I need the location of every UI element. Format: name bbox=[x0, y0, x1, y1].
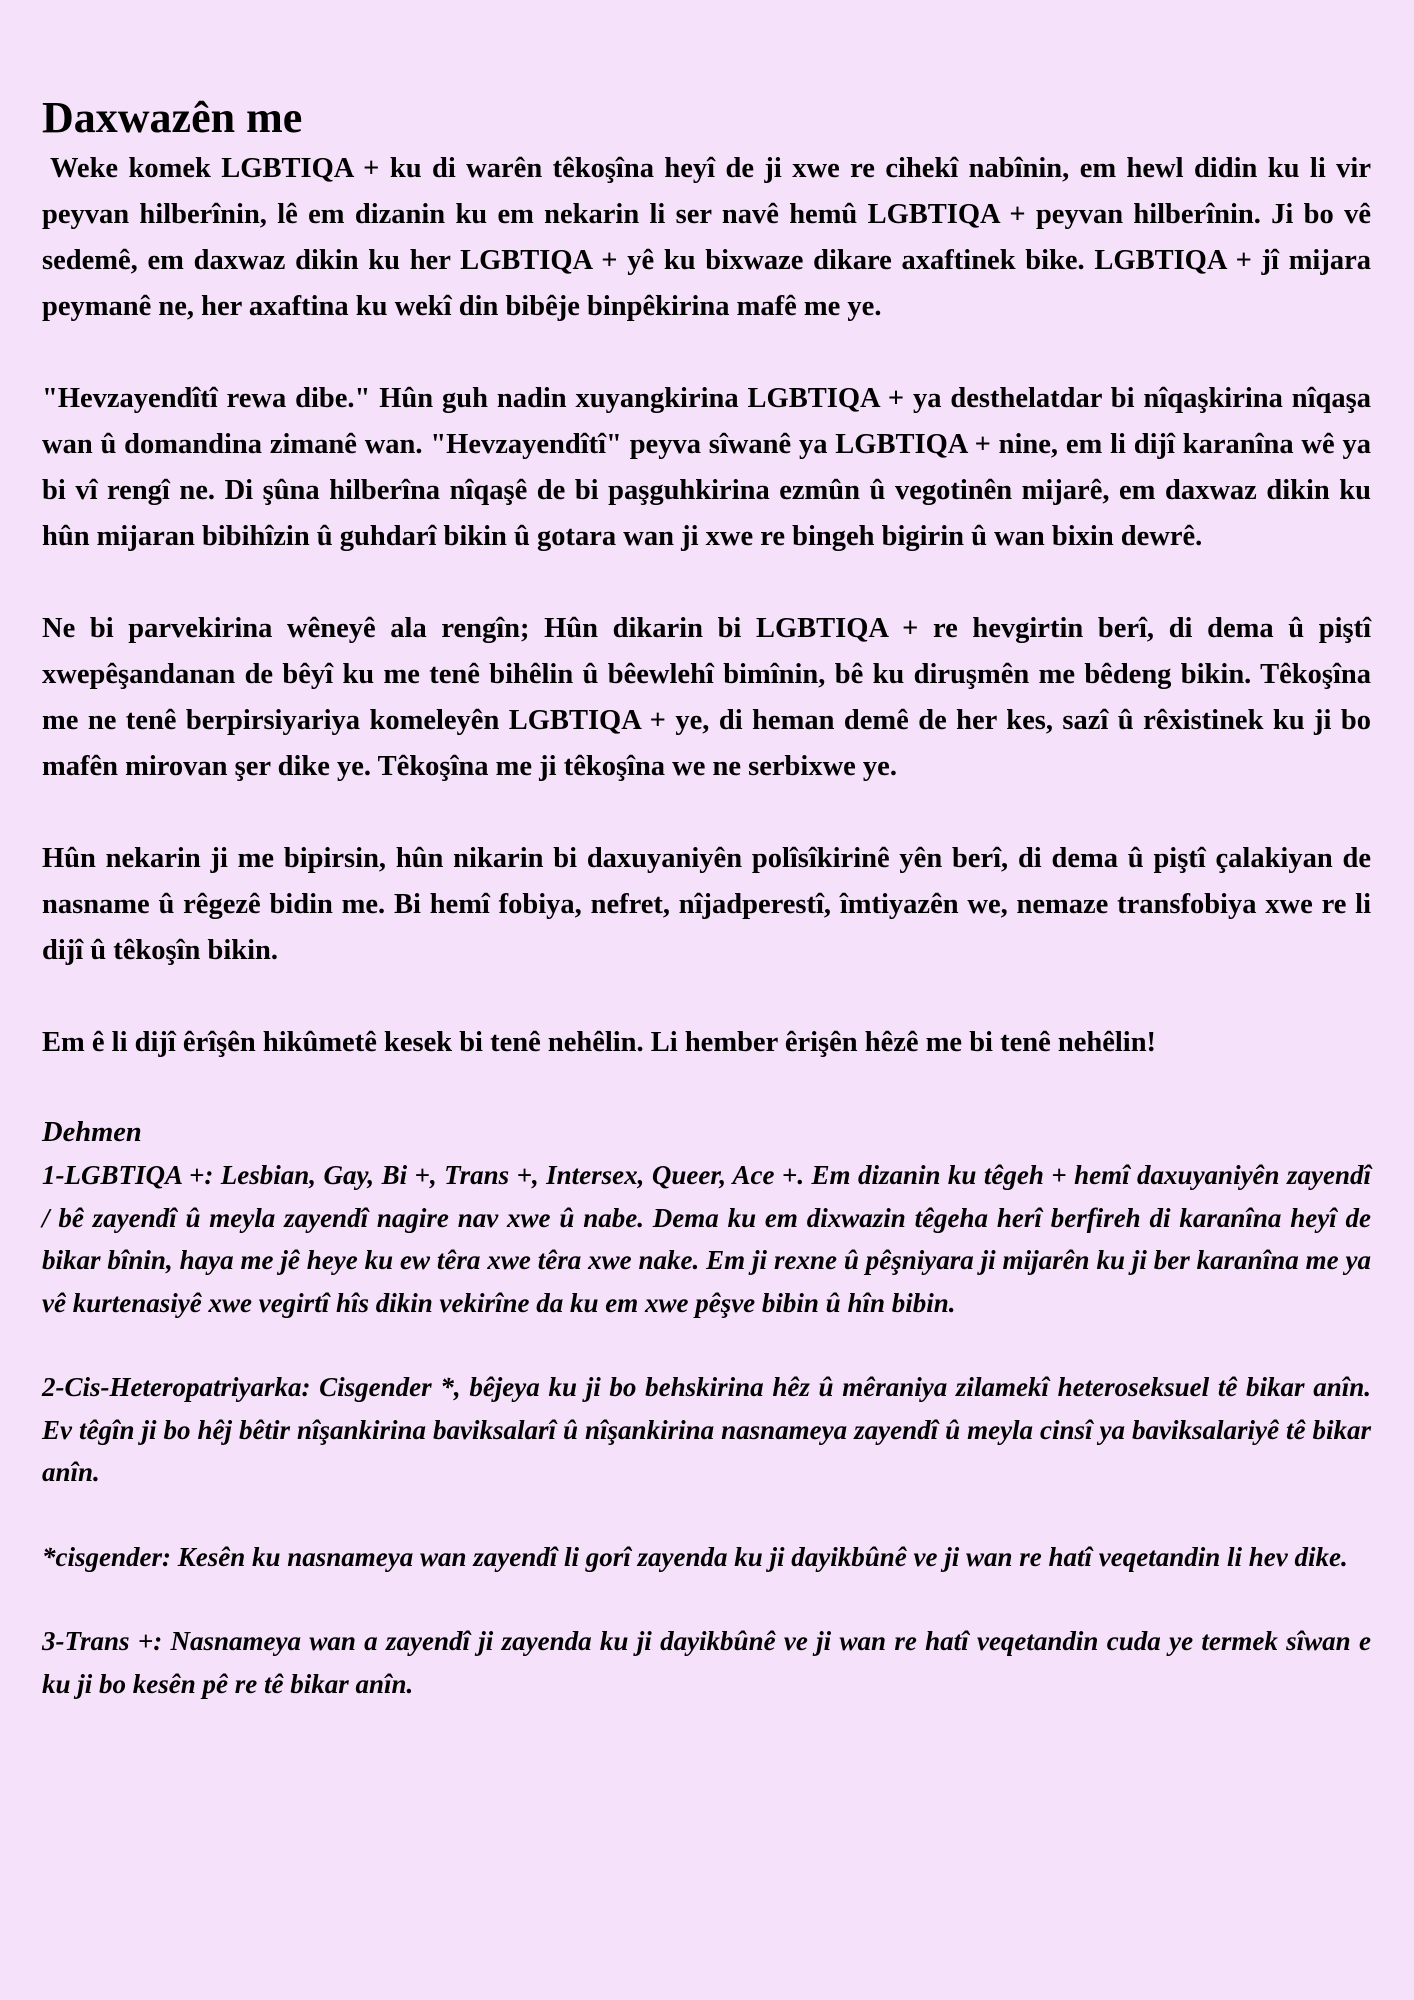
notes-heading: Dehmen bbox=[42, 1117, 142, 1148]
paragraph-4: Hûn nekarin ji me bipirsin, hûn nikarin bi daxuyaniyên polîsîkirinê yên berî, di dema û piştî çalakiyan de nasname û rêgezê bidin me. Bi hemî fobiya, nefret, nîjadperestî, îmtiyazên we, nemaze transfobiya xwe re li dijî û têkoşîn bikin. bbox=[42, 843, 1371, 966]
footnote-cisgender: *cisgender: Kesên ku nasnameya wan zayendî li gorî zayenda ku ji dayikbûnê ve ji wan re hatî veqetandin li hev dike. bbox=[42, 1541, 1348, 1572]
footnote-2: 2-Cis-Heteropatriyarka: Cisgender *, bêjeya ku ji bo behskirina hêz û mêraniya zilamekî heteroseksuel tê bikar anîn. Ev têgîn ji bo hêj bêtir nîşankirina baviksalarî û nîşankirina nasnameya zayendî û meyla cinsî ya baviksalariyê tê bikar anîn. bbox=[42, 1372, 1371, 1487]
document-title: Daxwazên me bbox=[42, 93, 303, 142]
paragraph-3: Ne bi parvekirina wêneyê ala rengîn; Hûn dikarin bi LGBTIQA + re hevgirtin berî, di dema û piştî xwepêşandanan de bêyî ku me tenê bihêlin û bêewlehî bimînin, bê ku diruşmên me bêdeng bikin. Têkoşîna me ne tenê berpirsiyariya komeleyên LGBTIQA + ye, di heman demê de her kes, sazî û rêxistinek ku ji bo mafên mirovan şer dike ye. Têkoşîna me ji têkoşîna we ne serbixwe ye. bbox=[42, 613, 1371, 782]
paragraph-2: "Hevzayendîtî rewa dibe." Hûn guh nadin xuyangkirina LGBTIQA + ya desthelatdar bi nîqaşkirina nîqaşa wan û domandina zimanê wan. "Hevzayendîtî" peyva sîwanê ya LGBTIQA + nine, em li dijî karanîna wê ya bi vî rengî ne. Di şûna hilberîna nîqaşê de bi paşguhkirina ezmûn û vegotinên mijarê, em daxwaz dikin ku hûn mijaran bibihîzin û guhdarî bikin û gotara wan ji xwe re bingeh bigirin û wan bixin dewrê. bbox=[42, 383, 1371, 552]
paragraph-5: Em ê li dijî êrîşên hikûmetê kesek bi tenê nehêlin. Li hember êrişên hêzê me bi tenê nehêlin! bbox=[42, 1027, 1157, 1058]
paragraph-1: Weke komek LGBTIQA + ku di warên têkoşîna heyî de ji xwe re cihekî nabînin, em hewl didin ku li vir peyvan hilberînin, lê em dizanin ku em nekarin li ser navê hemû LGBTIQA + peyvan hilberînin. Ji bo vê sedemê, em daxwaz dikin ku her LGBTIQA + yê ku bixwaze dikare axaftinek bike. LGBTIQA + jî mijara peymanê ne, her axaftina ku wekî din bibêje binpêkirina mafê me ye. bbox=[42, 153, 1371, 322]
footnote-1: 1-LGBTIQA +: Lesbian, Gay, Bi +, Trans +, Intersex, Queer, Ace +. Em dizanin ku têgeh + hemî daxuyaniyên zayendî / bê zayendî û meyla zayendî nagire nav xwe û nabe. Dema ku em dixwazin têgeha herî berfireh di karanîna heyî de bikar bînin, haya me jê heye ku ew têra xwe têra xwe nake. Em ji rexne û pêşniyara ji mijarên ku ji ber karanîna me ya vê kurtenasiyê xwe vegirtî hîs dikin vekirîne da ku em xwe pêşve bibin û hîn bibin. bbox=[42, 1160, 1371, 1318]
footnote-3: 3-Trans +: Nasnameya wan a zayendî ji zayenda ku ji dayikbûnê ve ji wan re hatî veqetandin cuda ye termek sîwan e ku ji bo kesên pê re tê bikar anîn. bbox=[42, 1626, 1371, 1699]
